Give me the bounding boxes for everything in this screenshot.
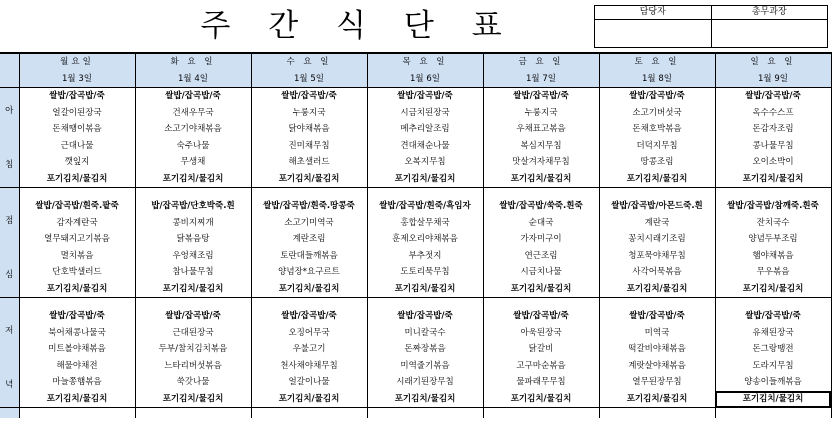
spacer-cell[interactable] bbox=[367, 298, 483, 309]
menu-cell[interactable]: 소고기버섯국 bbox=[599, 105, 715, 122]
spacer-cell[interactable] bbox=[483, 408, 599, 419]
menu-cell[interactable]: 청포묵야채무침 bbox=[599, 248, 715, 265]
menu-cell[interactable]: 아욱된장국 bbox=[483, 325, 599, 342]
menu-cell[interactable]: 우불고기 bbox=[251, 341, 367, 358]
menu-cell[interactable]: 밥/잡곡밥/단호박죽.흰 bbox=[135, 198, 251, 215]
menu-cell[interactable]: 쌀밥/잡곡밥/죽 bbox=[19, 308, 135, 325]
menu-cell[interactable]: 천사채야채무침 bbox=[251, 358, 367, 375]
menu-cell[interactable]: 쌀밥/잡곡밥/아몬드죽.흰 bbox=[599, 198, 715, 215]
corner-cell[interactable] bbox=[0, 71, 19, 88]
menu-cell[interactable]: 포기김치/물김치 bbox=[251, 391, 367, 408]
menu-cell[interactable]: 우엉채조림 bbox=[135, 248, 251, 265]
spacer-cell[interactable] bbox=[135, 408, 251, 419]
menu-cell[interactable]: 참나물무침 bbox=[135, 264, 251, 281]
page-title[interactable]: 주 간 식 단 표 bbox=[200, 8, 516, 44]
spacer-cell[interactable] bbox=[251, 188, 367, 199]
date-cell[interactable]: 1월 5일 bbox=[251, 71, 367, 88]
menu-cell[interactable]: 시래기된장무침 bbox=[367, 374, 483, 391]
menu-cell[interactable]: 쌀밥/잡곡밥/흰죽/흑임자 bbox=[367, 198, 483, 215]
menu-cell[interactable]: 콩비지찌개 bbox=[135, 215, 251, 232]
spacer-cell[interactable] bbox=[599, 408, 715, 419]
menu-cell[interactable]: 쌀밥/잡곡밥/흰죽.땅콩죽 bbox=[251, 198, 367, 215]
menu-cell[interactable]: 해물야채전 bbox=[19, 358, 135, 375]
approval-sign-director[interactable] bbox=[711, 20, 828, 48]
menu-cell[interactable]: 얼갈이된장국 bbox=[19, 105, 135, 122]
day-name-cell[interactable]: 화 요 일 bbox=[135, 53, 251, 71]
menu-cell[interactable]: 도라지무침 bbox=[715, 358, 831, 375]
menu-cell[interactable]: 쌀밥/잡곡밥/죽 bbox=[715, 308, 831, 325]
menu-cell[interactable]: 돈그랑땡전 bbox=[715, 341, 831, 358]
spacer-cell[interactable] bbox=[715, 188, 831, 199]
date-cell[interactable]: 1월 6일 bbox=[367, 71, 483, 88]
spacer-cell[interactable] bbox=[599, 188, 715, 199]
menu-cell[interactable]: 닭볶음탕 bbox=[135, 231, 251, 248]
menu-cell[interactable]: 쌀밥/잡곡밥/쑥죽.흰죽 bbox=[483, 198, 599, 215]
menu-cell[interactable]: 두부/참치김치볶음 bbox=[135, 341, 251, 358]
menu-cell[interactable]: 포기김치/물김치 bbox=[135, 171, 251, 188]
menu-cell[interactable]: 쌀밥/잡곡밥/죽 bbox=[367, 88, 483, 105]
menu-cell[interactable]: 북어채콩나물국 bbox=[19, 325, 135, 342]
menu-cell[interactable]: 포기김치/물김치 bbox=[715, 281, 831, 298]
meal-label bbox=[0, 198, 19, 298]
menu-cell[interactable]: 포기김치/물김치 bbox=[483, 391, 599, 408]
menu-cell[interactable]: 돈짜장볶음 bbox=[367, 341, 483, 358]
meal-label-gap bbox=[0, 119, 19, 157]
menu-cell[interactable]: 포기김치/물김치 bbox=[599, 171, 715, 188]
menu-cell[interactable]: 포기김치/물김치 bbox=[251, 281, 367, 298]
day-name-cell[interactable]: 목 요 일 bbox=[367, 53, 483, 71]
menu-cell[interactable]: 쌀밥/잡곡밥/죽 bbox=[599, 308, 715, 325]
day-name-cell[interactable]: 일 요 일 bbox=[715, 53, 831, 71]
date-cell[interactable]: 1월 8일 bbox=[599, 71, 715, 88]
menu-cell[interactable]: 포기김치/물김치 bbox=[135, 391, 251, 408]
menu-cell[interactable]: 쌀밥/잡곡밥/죽 bbox=[483, 88, 599, 105]
menu-cell[interactable]: 근대나물 bbox=[19, 138, 135, 155]
day-name-cell[interactable]: 수 요 일 bbox=[251, 53, 367, 71]
menu-cell[interactable]: 견대채순나물 bbox=[367, 138, 483, 155]
menu-cell[interactable]: 미역줄기볶음 bbox=[367, 358, 483, 375]
menu-cell[interactable]: 쌀밥/잡곡밥/죽 bbox=[19, 88, 135, 105]
day-name-cell[interactable]: 토 요 일 bbox=[599, 53, 715, 71]
date-cell[interactable]: 1월 3일 bbox=[19, 71, 135, 88]
menu-cell[interactable]: 포기김치/물김치 bbox=[19, 281, 135, 298]
menu-cell[interactable]: 해초샐러드 bbox=[251, 154, 367, 171]
menu-cell[interactable]: 가자미구이 bbox=[483, 231, 599, 248]
menu-cell[interactable]: 맛살겨자채무침 bbox=[483, 154, 599, 171]
menu-cell[interactable]: 홍합살무채국 bbox=[367, 215, 483, 232]
menu-cell[interactable]: 부추젓지 bbox=[367, 248, 483, 265]
spacer-cell[interactable] bbox=[19, 298, 135, 309]
spacer-cell[interactable] bbox=[715, 298, 831, 309]
menu-cell[interactable]: 마늘쫑햄볶음 bbox=[19, 374, 135, 391]
meal-label-top: 저 bbox=[5, 325, 14, 336]
menu-cell[interactable]: 소고기야채볶음 bbox=[135, 121, 251, 138]
menu-cell[interactable]: 잔치국수 bbox=[715, 215, 831, 232]
menu-cell[interactable]: 감자계란국 bbox=[19, 215, 135, 232]
menu-cell[interactable]: 계란조림 bbox=[251, 231, 367, 248]
spacer-cell[interactable] bbox=[19, 188, 135, 199]
menu-cell[interactable]: 포기김치/물김치 bbox=[367, 391, 483, 408]
menu-cell[interactable]: 쑥갓나물 bbox=[135, 374, 251, 391]
spacer-cell[interactable] bbox=[135, 298, 251, 309]
day-name-cell[interactable]: 월요일 bbox=[19, 53, 135, 71]
spacer-cell[interactable] bbox=[19, 408, 135, 419]
menu-cell[interactable]: 양송이들깨볶음 bbox=[715, 374, 831, 391]
menu-cell[interactable]: 쌀밥/잡곡밥/죽 bbox=[135, 308, 251, 325]
approval-label-director[interactable]: 총무과장 bbox=[711, 6, 828, 20]
approval-box bbox=[594, 5, 828, 48]
menu-cell[interactable]: 돈감자조림 bbox=[715, 121, 831, 138]
menu-cell[interactable]: 포기김치/물김치 bbox=[599, 391, 715, 408]
day-name-cell[interactable]: 금 요 일 bbox=[483, 53, 599, 71]
menu-cell[interactable]: 햄야채볶음 bbox=[715, 248, 831, 265]
spacer-cell[interactable] bbox=[367, 188, 483, 199]
menu-cell[interactable]: 연근조림 bbox=[483, 248, 599, 265]
meal-label-bottom: 침 bbox=[5, 159, 14, 170]
menu-cell[interactable]: 쌀밥/잡곡밥/죽 bbox=[367, 308, 483, 325]
menu-cell[interactable]: 물파래무무침 bbox=[483, 374, 599, 391]
spacer-cell[interactable] bbox=[715, 408, 831, 419]
menu-cell[interactable]: 시금치나물 bbox=[483, 264, 599, 281]
menu-cell[interactable]: 포기김치/물김치 bbox=[19, 171, 135, 188]
spacer-cell[interactable] bbox=[0, 408, 19, 419]
menu-cell[interactable]: 진미채무침 bbox=[251, 138, 367, 155]
approval-label-manager[interactable]: 담당자 bbox=[595, 6, 712, 20]
spacer-cell[interactable] bbox=[251, 298, 367, 309]
menu-cell[interactable]: 포기김치/물김치 bbox=[715, 171, 831, 188]
menu-cell[interactable]: 쌀밥/잡곡밥/죽 bbox=[251, 308, 367, 325]
menu-cell[interactable]: 포기김치/물김치 bbox=[367, 171, 483, 188]
menu-cell[interactable]: 쌀밥/잡곡밥/참깨죽.흰죽 bbox=[715, 198, 831, 215]
corner-cell[interactable] bbox=[0, 53, 19, 71]
menu-cell[interactable]: 시금치된장국 bbox=[367, 105, 483, 122]
menu-cell[interactable]: 돈채호박볶음 bbox=[599, 121, 715, 138]
menu-cell[interactable]: 양념장*요구르트 bbox=[251, 264, 367, 281]
menu-cell[interactable]: 계랏살야채볶음 bbox=[599, 358, 715, 375]
menu-cell[interactable]: 무우볶음 bbox=[715, 264, 831, 281]
spacer-cell[interactable] bbox=[0, 188, 19, 199]
menu-cell[interactable]: 건새우무국 bbox=[135, 105, 251, 122]
menu-cell[interactable]: 소고기미역국 bbox=[251, 215, 367, 232]
menu-cell[interactable]: 미트볼야채볶음 bbox=[19, 341, 135, 358]
menu-cell[interactable]: 떡갈비야채볶음 bbox=[599, 341, 715, 358]
menu-cell[interactable]: 열무된장무침 bbox=[599, 374, 715, 391]
date-cell[interactable]: 1월 4일 bbox=[135, 71, 251, 88]
menu-cell[interactable]: 포기김치/물김치 bbox=[483, 171, 599, 188]
menu-cell[interactable]: 근대된장국 bbox=[135, 325, 251, 342]
spacer-cell[interactable] bbox=[251, 408, 367, 419]
menu-cell[interactable]: 숙주나물 bbox=[135, 138, 251, 155]
menu-cell[interactable]: 얼갈이나물 bbox=[251, 374, 367, 391]
meal-label-top: 점 bbox=[5, 215, 14, 226]
menu-cell[interactable]: 계란국 bbox=[599, 215, 715, 232]
menu-cell[interactable]: 포기김치/물김치 bbox=[599, 281, 715, 298]
menu-cell[interactable]: 순대국 bbox=[483, 215, 599, 232]
menu-cell[interactable]: 고구마순볶음 bbox=[483, 358, 599, 375]
menu-cell[interactable]: 옥수수스프 bbox=[715, 105, 831, 122]
menu-cell[interactable]: 열무돼지고기볶음 bbox=[19, 231, 135, 248]
menu-cell[interactable]: 닭갈비 bbox=[483, 341, 599, 358]
meal-label bbox=[0, 88, 19, 188]
meal-label-bottom: 녁 bbox=[5, 379, 14, 390]
selected-cell[interactable]: 포기김치/물김치 bbox=[715, 391, 831, 408]
spacer-cell[interactable] bbox=[367, 408, 483, 419]
menu-cell[interactable]: 쌀밥/잡곡밥/흰죽.팥죽 bbox=[19, 198, 135, 215]
menu-cell[interactable]: 도토리묵무침 bbox=[367, 264, 483, 281]
menu-cell[interactable]: 포기김치/물김치 bbox=[135, 281, 251, 298]
menu-cell[interactable]: 토란대들깨볶음 bbox=[251, 248, 367, 265]
menu-cell[interactable]: 더덕지무침 bbox=[599, 138, 715, 155]
menu-cell[interactable]: 멸치볶음 bbox=[19, 248, 135, 265]
meal-label-gap bbox=[0, 229, 19, 267]
menu-cell[interactable]: 사각어묵볶음 bbox=[599, 264, 715, 281]
menu-cell[interactable]: 콩나물무침 bbox=[715, 138, 831, 155]
meal-label-gap bbox=[0, 339, 19, 377]
menu-cell[interactable]: 유채된장국 bbox=[715, 325, 831, 342]
menu-cell[interactable]: 포기김치/물김치 bbox=[19, 391, 135, 408]
menu-cell[interactable]: 포기김치/물김치 bbox=[483, 281, 599, 298]
menu-cell[interactable]: 닭야채볶음 bbox=[251, 121, 367, 138]
menu-cell[interactable]: 오이소박이 bbox=[715, 154, 831, 171]
menu-cell[interactable]: 포기김치/물김치 bbox=[251, 171, 367, 188]
menu-cell[interactable]: 오복지무침 bbox=[367, 154, 483, 171]
meal-label-top: 아 bbox=[5, 105, 14, 116]
menu-cell[interactable]: 돈채땡이볶음 bbox=[19, 121, 135, 138]
spacer-cell[interactable] bbox=[135, 188, 251, 199]
spacer-cell[interactable] bbox=[483, 298, 599, 309]
spacer-cell[interactable] bbox=[0, 298, 19, 309]
menu-cell[interactable]: 메추리알조림 bbox=[367, 121, 483, 138]
menu-cell[interactable]: 쌀밥/잡곡밥/죽 bbox=[135, 88, 251, 105]
menu-cell[interactable]: 복심지무침 bbox=[483, 138, 599, 155]
meal-label-bottom: 심 bbox=[5, 269, 14, 280]
menu-cell[interactable]: 훈제오리야채볶음 bbox=[367, 231, 483, 248]
menu-cell[interactable]: 깻잎지 bbox=[19, 154, 135, 171]
menu-cell[interactable]: 쌀밥/잡곡밥/죽 bbox=[251, 88, 367, 105]
menu-cell[interactable]: 포기김치/물김치 bbox=[367, 281, 483, 298]
date-cell[interactable]: 1월 7일 bbox=[483, 71, 599, 88]
menu-table bbox=[0, 52, 832, 418]
menu-cell[interactable]: 단호박샐러드 bbox=[19, 264, 135, 281]
menu-cell[interactable]: 땅콩조림 bbox=[599, 154, 715, 171]
menu-cell[interactable]: 쌀밥/잡곡밥/죽 bbox=[483, 308, 599, 325]
spacer-cell[interactable] bbox=[599, 298, 715, 309]
menu-cell[interactable]: 양념두부조림 bbox=[715, 231, 831, 248]
menu-cell[interactable]: 미역국 bbox=[599, 325, 715, 342]
menu-cell[interactable]: 오징어무국 bbox=[251, 325, 367, 342]
date-cell[interactable]: 1월 9일 bbox=[715, 71, 831, 88]
meal-label bbox=[0, 308, 19, 408]
menu-cell[interactable]: 쌀밥/잡곡밥/죽 bbox=[715, 88, 831, 105]
menu-cell[interactable]: 느타리버섯볶음 bbox=[135, 358, 251, 375]
approval-sign-manager[interactable] bbox=[595, 20, 712, 48]
menu-cell[interactable]: 우채표고볶음 bbox=[483, 121, 599, 138]
menu-cell[interactable]: 미니칼국수 bbox=[367, 325, 483, 342]
menu-cell[interactable]: 쌀밥/잡곡밥/죽 bbox=[599, 88, 715, 105]
menu-cell[interactable]: 누룽지국 bbox=[251, 105, 367, 122]
spacer-cell[interactable] bbox=[483, 188, 599, 199]
menu-cell[interactable]: 꽁치시래기조림 bbox=[599, 231, 715, 248]
menu-cell[interactable]: 누룽지국 bbox=[483, 105, 599, 122]
menu-cell[interactable]: 무생채 bbox=[135, 154, 251, 171]
